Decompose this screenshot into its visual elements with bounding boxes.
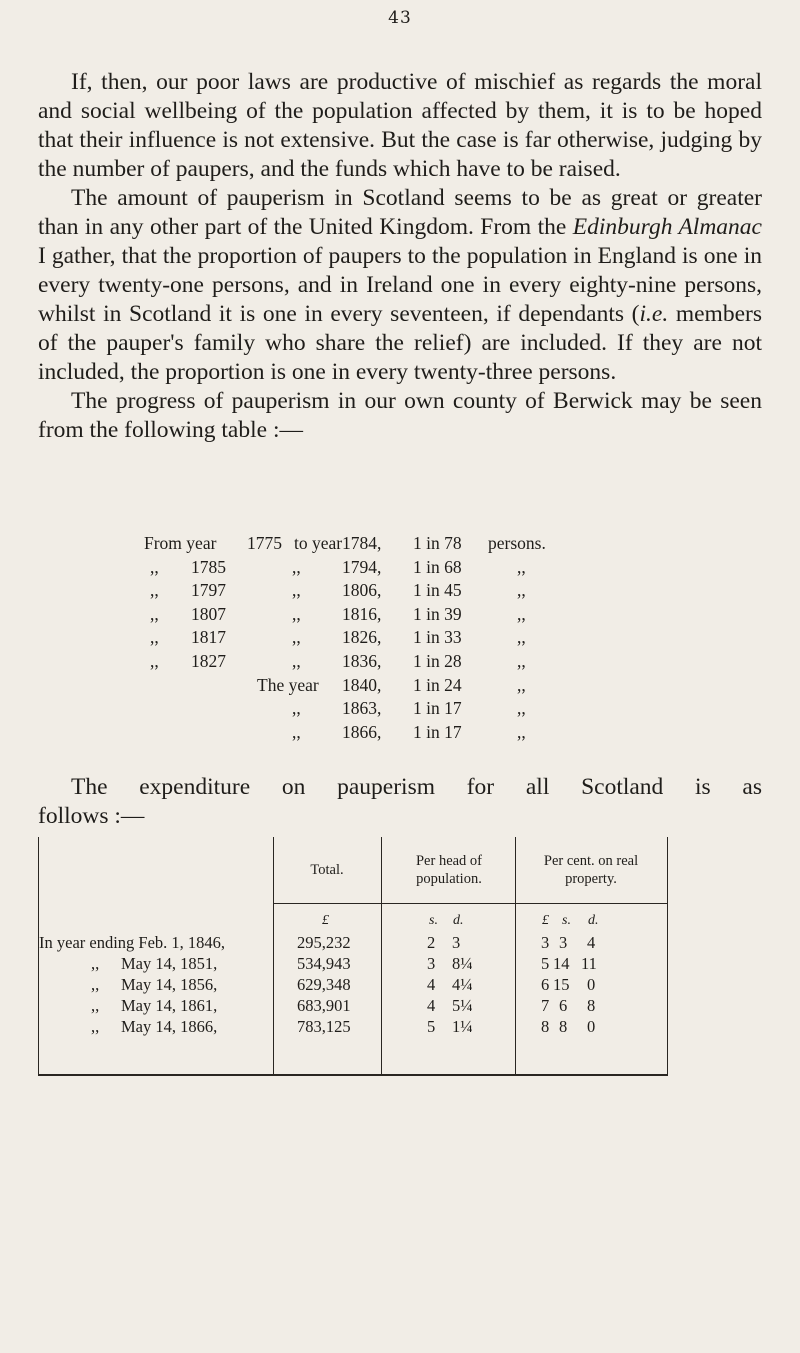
body-text — [38, 68, 762, 445]
ratio: 1 in 24 — [413, 674, 462, 695]
ratio: 1 in 68 — [413, 556, 462, 577]
ratio: 1 in 17 — [413, 698, 462, 719]
paragraph-pauperism-scotland — [38, 184, 762, 387]
total-value: 534,943 — [297, 954, 351, 973]
paragraph-berwick: The progress of pauperism in our own county of Berwick may be seen from the following table :— — [38, 388, 762, 443]
table-row — [39, 975, 667, 995]
per-cent-shillings: 3 — [559, 933, 568, 952]
ratio: 1 in 28 — [413, 650, 462, 671]
ditto-mark: ,, — [91, 954, 100, 973]
per-head-pence: 4¼ — [452, 975, 473, 994]
row-lead: ,, — [150, 603, 159, 624]
total-value: 629,348 — [297, 975, 351, 994]
from-year: 1797 — [191, 580, 226, 601]
per-cent-pence: 11 — [581, 954, 597, 973]
unit-shillings: s. — [562, 913, 571, 928]
header-per-head: Per head of population. — [415, 853, 483, 887]
per-cent-pence: 8 — [587, 996, 596, 1015]
from-year: 1775 — [247, 533, 282, 553]
unit: ,, — [517, 721, 526, 742]
paragraph-text: I gather, that the proportion of paupers to the population in England is one in every twenty-one persons, and in Ireland one in every eighty-nine persons, whilst in Scotland it is one in every seventeen, if dependants ( — [38, 243, 762, 327]
until-year: 1784, — [342, 533, 382, 553]
per-cent-shillings: 14 — [553, 954, 570, 973]
expenditure-table — [38, 837, 668, 1076]
table-row — [0, 650, 800, 674]
to-word: ,, — [292, 603, 301, 624]
per-head-shillings: 4 — [427, 996, 436, 1015]
row-lead: ,, — [150, 650, 159, 671]
row-label: May 14, 1866, — [121, 1017, 218, 1036]
table-row — [0, 697, 800, 721]
to-word: ,, — [292, 627, 301, 648]
unit-pounds: £ — [542, 913, 549, 928]
per-cent-pence: 4 — [587, 933, 596, 952]
until-year: 1866, — [342, 721, 382, 742]
unit: ,, — [517, 556, 526, 577]
per-cent-shillings: 6 — [559, 996, 568, 1015]
ditto-mark: ,, — [91, 975, 100, 994]
from-year: 1817 — [191, 627, 226, 648]
per-cent-pounds: 8 — [541, 1017, 550, 1036]
unit-shillings: s. — [429, 913, 438, 928]
per-cent-pounds: 6 — [541, 975, 550, 994]
until-year: 1794, — [342, 556, 382, 577]
row-lead: From year — [144, 533, 217, 553]
table-row — [39, 954, 667, 974]
until-year: 1806, — [342, 580, 382, 601]
to-word: to year — [294, 533, 343, 553]
until-year: 1840, — [342, 674, 382, 695]
per-head-pence: 1¼ — [452, 1017, 473, 1036]
per-cent-shillings: 15 — [553, 975, 570, 994]
unit-pence: d. — [453, 913, 464, 928]
total-value: 295,232 — [297, 933, 351, 952]
paragraph-text: members of the pauper's family who share the relief) are included. If they are not included, the proportion is one in every twenty-three persons. — [38, 301, 762, 385]
unit: ,, — [517, 650, 526, 671]
table-row — [0, 556, 800, 580]
table-row — [0, 532, 800, 556]
ratio: 1 in 45 — [413, 580, 462, 601]
row-lead: ,, — [150, 580, 159, 601]
total-value: 683,901 — [297, 996, 351, 1015]
total-value: 783,125 — [297, 1017, 351, 1036]
table-row — [39, 996, 667, 1016]
ie-abbreviation: i.e. — [639, 301, 669, 327]
row-lead: ,, — [292, 721, 301, 742]
almanac-title: Edinburgh Almanac — [572, 214, 762, 240]
to-word: ,, — [292, 556, 301, 577]
ratio: 1 in 17 — [413, 721, 462, 742]
berwick-progress-table — [0, 532, 800, 744]
paragraph-poor-laws: If, then, our poor laws are productive of mischief as regards the moral and social wellbeing of the population affected by them, it is to be hoped that their influence is not extensive. But the case is far otherwise, judging by the number of paupers, and the funds which have to be raised. — [38, 69, 762, 182]
row-lead: The year — [257, 674, 319, 695]
per-head-pence: 5¼ — [452, 996, 473, 1015]
unit-pence: d. — [588, 913, 599, 928]
table-row — [0, 579, 800, 603]
table-row — [39, 1017, 667, 1037]
ditto-mark: ,, — [91, 996, 100, 1015]
row-label: May 14, 1856, — [121, 975, 218, 994]
unit: ,, — [517, 698, 526, 719]
per-head-shillings: 2 — [427, 933, 436, 952]
unit: persons. — [488, 533, 546, 553]
per-head-pence: 8¼ — [452, 954, 473, 973]
row-lead: ,, — [150, 556, 159, 577]
row-lead: ,, — [292, 698, 301, 719]
per-cent-pence: 0 — [587, 1017, 596, 1036]
header-divider — [273, 903, 667, 904]
page-number: 43 — [388, 8, 412, 28]
per-cent-pence: 0 — [587, 975, 596, 994]
until-year: 1816, — [342, 603, 382, 624]
per-head-shillings: 5 — [427, 1017, 436, 1036]
row-label: May 14, 1861, — [121, 996, 218, 1015]
ratio: 1 in 78 — [413, 533, 462, 553]
per-cent-shillings: 8 — [559, 1017, 568, 1036]
table-row — [39, 933, 667, 953]
paragraph-text: The amount of pauperism in Scotland seems to be as great or greater than in any other part of the United Kingdom. From the — [38, 185, 762, 240]
unit: ,, — [517, 580, 526, 601]
per-head-shillings: 4 — [427, 975, 436, 994]
ratio: 1 in 33 — [413, 627, 462, 648]
table-row — [0, 674, 800, 698]
until-year: 1826, — [342, 627, 382, 648]
row-label: In year ending Feb. 1, 1846, — [39, 933, 226, 952]
row-lead: ,, — [150, 627, 159, 648]
unit: ,, — [517, 674, 526, 695]
expenditure-intro — [38, 773, 762, 831]
per-cent-pounds: 7 — [541, 996, 550, 1015]
expenditure-intro-follows: follows :— — [38, 803, 145, 829]
header-total: Total. — [310, 862, 344, 878]
ratio: 1 in 39 — [413, 603, 462, 624]
table-row — [0, 626, 800, 650]
per-cent-pounds: 5 — [541, 954, 550, 973]
expenditure-intro-line: The expenditure on pauperism for all Scotland is as — [71, 774, 762, 800]
ditto-mark: ,, — [91, 1017, 100, 1036]
per-head-shillings: 3 — [427, 954, 436, 973]
header-per-cent: Per cent. on real property. — [543, 853, 639, 887]
from-year: 1827 — [191, 650, 226, 671]
until-year: 1836, — [342, 650, 382, 671]
row-label: May 14, 1851, — [121, 954, 218, 973]
unit: ,, — [517, 627, 526, 648]
per-cent-pounds: 3 — [541, 933, 550, 952]
to-word: ,, — [292, 650, 301, 671]
table-row — [0, 721, 800, 745]
table-row — [0, 603, 800, 627]
until-year: 1863, — [342, 698, 382, 719]
unit-pounds: £ — [322, 913, 329, 928]
to-word: ,, — [292, 580, 301, 601]
per-head-pence: 3 — [452, 933, 461, 952]
unit: ,, — [517, 603, 526, 624]
from-year: 1785 — [191, 556, 226, 577]
from-year: 1807 — [191, 603, 226, 624]
